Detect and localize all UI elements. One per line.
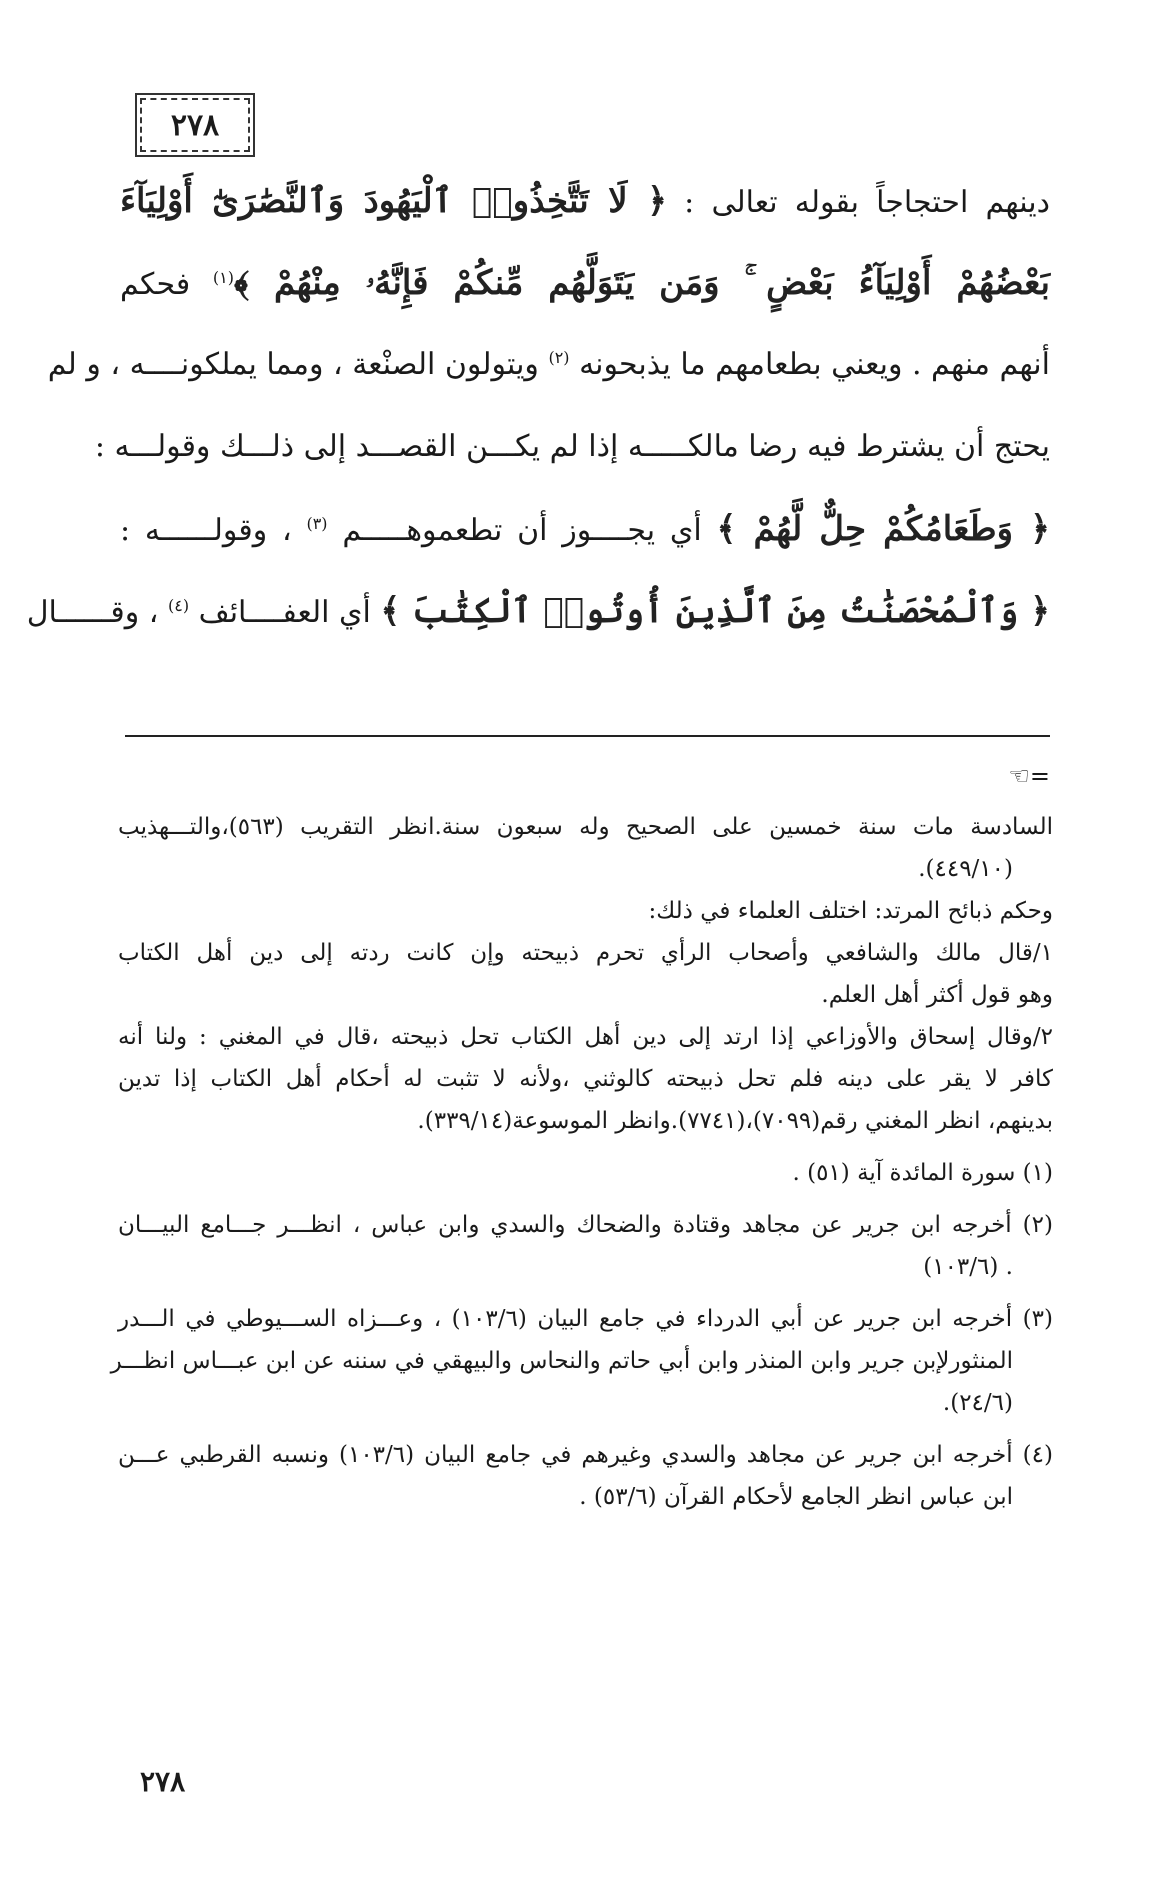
footnote-3-b: المنثورلإبن جرير وابن المنذر وابن أبي حاتم والنحاس والبيهقي في سننه عن ابن عبـــاس انظـــر: [110, 1348, 1013, 1374]
footnote-divider: [125, 735, 1050, 737]
footnote-opinion2-c: بدينهم، انظر المغني رقم(٧٠٩٩)،(٧٧٤١).وانظر الموسوعة(٣٣٩/١٤).: [417, 1108, 1053, 1134]
main-line-4-text: يحتج أن يشترط فيه رضا مالكـــــه إذا لم يكـــن القصـــد إلى ذلـــك وقولـــه :: [94, 429, 1050, 464]
page-number-bottom: ٢٧٨: [140, 1765, 186, 1798]
footnote-3-c: (٢٤/٦).: [942, 1390, 1013, 1416]
quran-verse-1: ﴿ لَا تَتَّخِذُوا۟ ٱلْيَهُودَ وَٱلنَّصَٰرَىٰٓ أَوْلِيَآءَ: [120, 181, 667, 221]
main-line-6: [26, 570, 1050, 652]
footnote-opinion1-a: ١/قال مالك والشافعي وأصحاب الرأي تحرم ذبيحته وإن كانت ردته إلى دين أهل الكتاب: [118, 940, 1053, 966]
main-line-5-text-a: أي يجــــوز أن تطعموهـــــم: [327, 513, 717, 548]
footnote-opinion1-b: وهو قول أكثر أهل العلم.: [821, 982, 1053, 1008]
footnote-ref-2: (٢): [548, 348, 570, 367]
footnote-4-a: (٤) أخرجه ابن جرير عن مجاهد والسدي وغيرهم في جامع البيان (١٠٣/٦) ونسبه القرطبي عـــن: [118, 1442, 1053, 1468]
footnote-1: (١) سورة المائدة آية (٥١) .: [792, 1160, 1053, 1186]
main-line-2: [120, 242, 1050, 324]
footnote-4-b: ابن عباس انظر الجامع لأحكام القرآن (٥٣/٦) .: [579, 1484, 1013, 1510]
footnote-ref-3: (٣): [306, 514, 328, 533]
main-line-1-text: دينهم احتجاجاً بقوله تعالى :: [667, 185, 1051, 220]
main-line-3-text-a: أنهم منهم . ويعني بطعامهم ما يذبحونه: [569, 347, 1050, 382]
footnote-ruling: وحكم ذبائح المرتد: اختلف العلماء في ذلك:: [648, 898, 1053, 924]
footnote-ref-4: (٤): [168, 596, 190, 615]
quran-verse-3: ﴿ وَٱلْمُحْصَنَٰتُ مِنَ ٱلَّذِينَ أُوتُوا۟ ٱلْكِتَٰبَ ﴾: [380, 591, 1050, 631]
quran-verse-2: ﴿ وَطَعَامُكُمْ حِلٌّ لَّهُمْ ﴾: [716, 509, 1050, 549]
footnote-opinion2-a: ٢/وقال إسحاق والأوزاعي إذا ارتد إلى دين أهل الكتاب تحل ذبيحته ،قال في المغني : ولنا أنه: [118, 1024, 1053, 1050]
footnote-3-a: (٣) أخرجه ابن جرير عن أبي الدرداء في جامع البيان (١٠٣/٦) ، وعـــزاه الســـيوطي في الـــدر: [118, 1306, 1053, 1332]
footnote-2-a: (٢) أخرجه ابن جرير عن مجاهد وقتادة والضحاك والسدي وابن عباس ، انظـــر جـــامع البيـــان: [118, 1212, 1053, 1238]
footnote-2-b: . (١٠٣/٦): [923, 1254, 1013, 1280]
footnotes-block: [110, 806, 1053, 1518]
main-text-block: [26, 160, 1051, 652]
main-line-3-text-b: ويتولون الصنْعة ، ومما يملكونــــه ، و لم: [47, 347, 549, 382]
quran-verse-1-cont: بَعْضُهُمْ أَوْلِيَآءُ بَعْضٍ ۚ وَمَن يَتَوَلَّهُم مِّنكُمْ فَإِنَّهُۥ مِنْهُمْ ﴾: [233, 263, 1050, 303]
main-line-5: [120, 488, 1050, 570]
page-number-top: [140, 98, 250, 152]
footnote-intro-line-1: السادسة مات سنة خمسين على الصحيح وله سبعون سنة.انظر التقريب (٥٦٣)،والتـــهذيب: [118, 814, 1053, 840]
page-number-top-text: ٢٧٨: [170, 107, 220, 143]
main-line-6-text-a: أي العفــــائف: [189, 595, 381, 630]
footnote-ref-1: (١): [212, 268, 234, 287]
main-line-6-text-b: ، وقــــــال: [26, 595, 169, 630]
footnote-intro-line-2: (٤٤٩/١٠).: [918, 856, 1013, 882]
main-line-1: [120, 160, 1050, 242]
main-line-5-text-b: ، وقولــــــه :: [120, 513, 307, 548]
main-line-2-text: فحكم: [120, 267, 213, 302]
continuation-icon: ☜=: [1008, 762, 1050, 790]
main-line-4: [94, 406, 1050, 488]
footnote-opinion2-b: كافر لا يقر على دينه فلم تحل ذبيحته كالوثني ،ولأنه لا تثبت له أحكام أهل الكتاب إذا تدين: [118, 1066, 1053, 1092]
main-line-3: [47, 324, 1050, 406]
